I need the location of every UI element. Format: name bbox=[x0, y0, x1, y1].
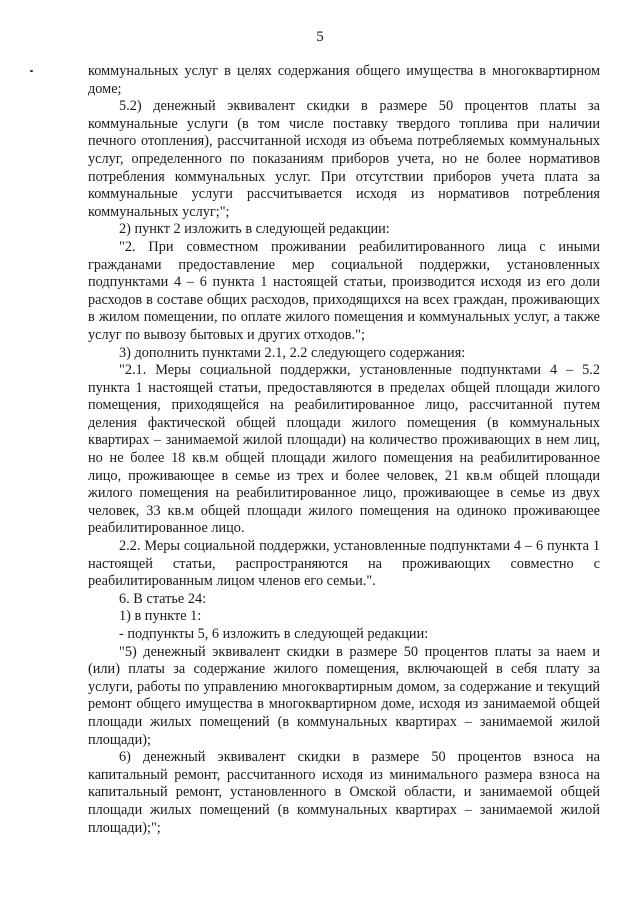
paragraph-article-24-subitems: - подпункты 5, 6 изложить в следующей редакции: bbox=[119, 626, 429, 642]
paragraph-item-3-heading: 3) дополнить пунктами 2.1, 2.2 следующего содержания: bbox=[119, 344, 466, 361]
paragraph-article-24-item-1: 1) в пункте 1: bbox=[119, 608, 202, 625]
paragraph-item-2-text: "2. При совместном проживании реабилитированного лица с иными гражданами предоставление мер социальной поддержки, установленных подпунктами 4 – 6 пункта 1 настоящей статьи, производится исходя из его доли расходов в составе общих расходов, приходящихся на всех граждан, проживающих в жилом помещении, по оплате жилого помещения и коммунальных услуг, а также услуг по вывозу бытовых и других отходов."; bbox=[88, 238, 600, 343]
paragraph-subitem-5-2: 5.2) денежный эквивалент скидки в размере 50 процентов платы за коммунальные услуги (в том числе поставку твердого топлива при наличии печного отопления), рассчитанной исходя из объема потребляемых коммунальных услуг, определенного по показаниям приборов учета, но не более нормативов потребления коммунальных услуг. При отсутствии приборов учета плата за коммунальные услуги рассчитывается исходя из нормативов потребления коммунальных услуг;"; bbox=[88, 98, 600, 220]
page-number: 5 bbox=[316, 29, 324, 45]
paragraph-item-2-1-text: "2.1. Меры социальной поддержки, установленные подпунктами 4 – 5.2 пункта 1 настоящей статьи, предоставляются в пределах общей площади жилого помещения, приходящейся на реабилитированное лицо, рассчитанной путем деления фактической общей площади жилого помещения (в коммунальных квартирах – занимаемой жилой площади) на количество проживающих в нем лиц, но не более 18 кв.м общей площади жилого помещения на реабилитированное лицо, проживающее в семье из трех и более человек, 21 кв.м общей площади жилого помещения на реабилитированное лицо, проживающее в семье из двух человек, 33 кв.м общей площади жилого помещения на одиноко проживающее реабилитированное лицо. bbox=[88, 362, 600, 537]
paragraph-item-2-2-text: 2.2. Меры социальной поддержки, установленные подпунктами 4 – 6 пункта 1 настоящей статьи, распространяются на проживающих совместно с реабилитированным лицом членов его семьи.". bbox=[88, 538, 600, 590]
paragraph-item-2-heading: 2) пункт 2 изложить в следующей редакции: bbox=[119, 221, 390, 238]
paragraph-subitem-5: "5) денежный эквивалент скидки в размере 50 процентов платы за наем и (или) платы за содержание жилого помещения, включающей в себя плату за услуги, работы по управлению многоквартирным домом, за содержание и текущий ремонт общего имущества в многоквартирном доме, исходя из занимаемой общей площади жилых помещений (в коммунальных квартирах – занимаемой жилой площади); bbox=[88, 643, 600, 748]
paragraph-subitem-6: 6) денежный эквивалент скидки в размере 50 процентов взноса на капитальный ремонт, рассчитанного исходя из минимального размера взноса на капитальный ремонт, установленного в Омской области, и занимаемой общей площади жилых помещений (в коммунальных квартирах – занимаемой жилой площади);"; bbox=[88, 749, 600, 836]
document-body bbox=[88, 63, 600, 837]
scan-speck bbox=[30, 70, 33, 72]
paragraph-continuation: коммунальных услуг в целях содержания общего имущества в многоквартирном доме; bbox=[88, 63, 600, 97]
paragraph-article-24-heading: 6. В статье 24: bbox=[119, 590, 207, 607]
